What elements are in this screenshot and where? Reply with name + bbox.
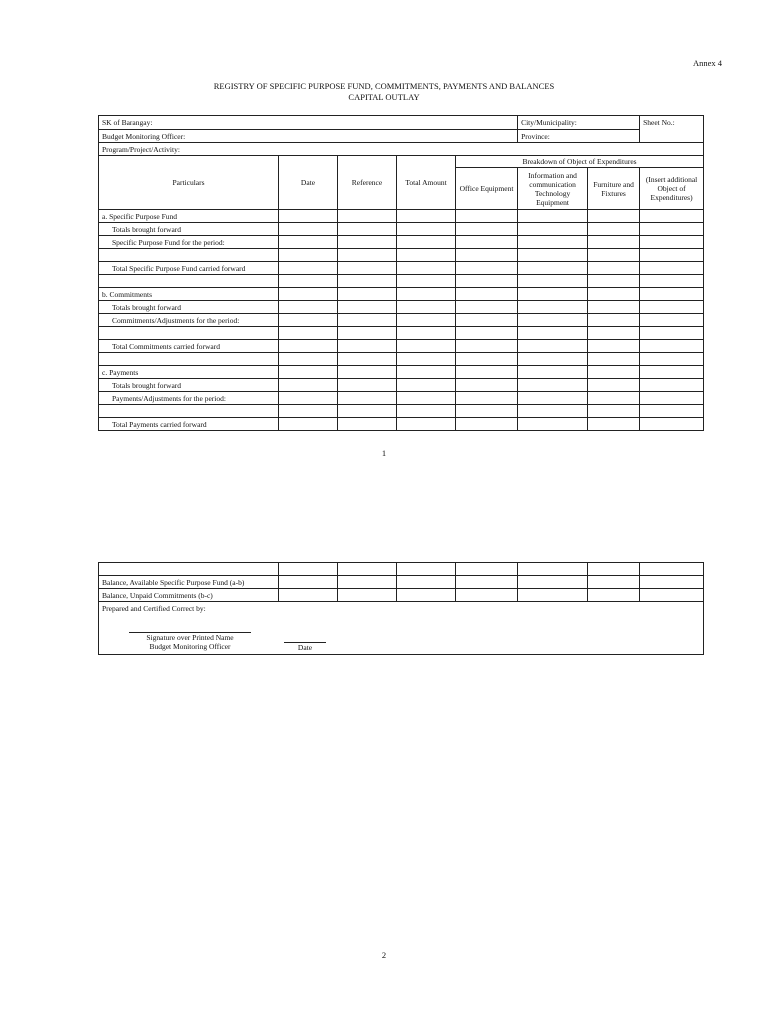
balance-table (98, 562, 704, 655)
col-particulars: Particulars (99, 156, 279, 210)
row-a-total: Total Specific Purpose Fund carried forward (99, 262, 279, 275)
date-label: Date (297, 643, 313, 652)
col-total-amount: Total Amount (397, 156, 456, 210)
row-c-total: Total Payments carried forward (99, 418, 279, 431)
col-ict-equipment: Information and communication Technology Equipment (518, 168, 588, 210)
page-number-1: 1 (381, 448, 387, 458)
col-breakdown: Breakdown of Object of Expenditures (456, 156, 704, 168)
blank-row[interactable] (99, 563, 279, 576)
row-c-period: Payments/Adjustments for the period: (99, 392, 279, 405)
row-b-total: Total Commitments carried forward (99, 340, 279, 353)
balance-available-row: Balance, Available Specific Purpose Fund (a-b) (99, 576, 279, 589)
form-title: REGISTRY OF SPECIFIC PURPOSE FUND, COMMITMENTS, PAYMENTS AND BALANCES (213, 81, 555, 91)
blank-row[interactable] (99, 405, 279, 418)
blank-row[interactable] (99, 275, 279, 288)
balance-unpaid-row: Balance, Unpaid Commitments (b-c) (99, 589, 279, 602)
col-insert-additional: (Insert additional Object of Expenditures) (640, 168, 704, 210)
annex-label: Annex 4 (692, 58, 722, 68)
row-b-period: Commitments/Adjustments for the period: (99, 314, 279, 327)
col-furniture: Furniture and Fixtures (588, 168, 640, 210)
blank-row[interactable] (99, 327, 279, 340)
row-c-forward: Totals brought forward (99, 379, 279, 392)
col-date: Date (279, 156, 338, 210)
row-a-period: Specific Purpose Fund for the period: (99, 236, 279, 249)
program-field[interactable]: Program/Project/Activity: (99, 143, 704, 156)
row-a-forward: Totals brought forward (99, 223, 279, 236)
blank-row[interactable] (99, 353, 279, 366)
col-office-equipment: Office Equipment (456, 168, 518, 210)
registry-table (98, 115, 704, 431)
row-b-forward: Totals brought forward (99, 301, 279, 314)
row-b-title: b. Commitments (99, 288, 279, 301)
prepared-certified-block (99, 602, 704, 655)
officer-field[interactable]: Budget Monitoring Officer: (99, 130, 518, 143)
col-reference: Reference (338, 156, 397, 210)
row-c-title: c. Payments (99, 366, 279, 379)
prepared-label: Prepared and Certified Correct by: (102, 604, 206, 613)
signature-label: Signature over Printed Name (146, 633, 234, 642)
sheet-no-field[interactable]: Sheet No.: (640, 116, 704, 143)
blank-row[interactable] (99, 249, 279, 262)
province-field[interactable]: Province: (518, 130, 640, 143)
city-field[interactable]: City/Municipality: (518, 116, 640, 130)
officer-label: Budget Monitoring Officer (149, 642, 231, 651)
form-subtitle: CAPITAL OUTLAY (348, 92, 420, 102)
row-a-title: a. Specific Purpose Fund (99, 210, 279, 223)
sk-barangay-field[interactable]: SK of Barangay: (99, 116, 518, 130)
page-number-2: 2 (381, 950, 387, 960)
